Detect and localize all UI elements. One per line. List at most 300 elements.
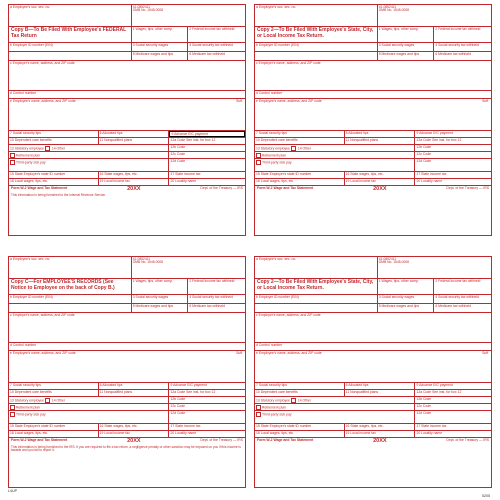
field-label: 6 Medicare tax withheld <box>435 304 471 308</box>
field-label: c Employer's name, address, and ZIP code <box>10 313 75 317</box>
box-12b[interactable] <box>415 397 491 403</box>
box-17[interactable] <box>415 424 491 430</box>
box-20[interactable] <box>169 431 245 437</box>
box-17[interactable] <box>169 424 245 430</box>
field-label: 2 Federal income tax withheld <box>435 279 481 283</box>
thirdparty-box[interactable] <box>9 411 169 423</box>
box-10[interactable] <box>9 390 99 396</box>
row-ein <box>9 295 245 304</box>
box-6[interactable] <box>188 304 245 312</box>
box-18[interactable] <box>255 179 345 185</box>
field-label: b Employer ID number (EIN) <box>10 295 53 299</box>
employer-row <box>255 313 491 343</box>
field-label: a Employee's soc. sec. no. <box>256 5 297 9</box>
box-9[interactable] <box>415 131 491 137</box>
field-label: 5 Medicare wages and tips <box>378 304 420 308</box>
field-label: 20 Locality name <box>170 431 197 435</box>
employee-row <box>255 351 491 383</box>
box-2[interactable] <box>434 279 491 294</box>
statutory-checkbox[interactable] <box>45 146 50 151</box>
row-third-12d <box>9 159 245 172</box>
box-12c[interactable] <box>169 152 245 158</box>
field-label: 1 Wages, tips, other comp. <box>132 27 173 31</box>
box-5[interactable] <box>132 304 189 312</box>
omb-box <box>132 257 245 278</box>
row-18-20 <box>9 179 245 186</box>
title-row <box>9 279 245 295</box>
box-3[interactable] <box>378 295 435 303</box>
thirdparty-box[interactable] <box>255 411 415 423</box>
row-13-12b <box>255 145 491 152</box>
box-8[interactable] <box>345 131 416 137</box>
field-label: 1 Wages, tips, other comp. <box>378 279 419 283</box>
field-label: 12a Code See inst. for box 12 <box>170 138 216 142</box>
field-label: 9 Advance EIC payment <box>416 131 453 135</box>
row-retire-12c <box>9 152 245 159</box>
box-4[interactable] <box>188 295 245 303</box>
field-label: 12b Code <box>416 145 432 149</box>
box-12b[interactable] <box>415 145 491 151</box>
field-label: 12c Code <box>170 404 185 408</box>
box-4[interactable] <box>434 43 491 51</box>
ein-box[interactable] <box>255 43 378 51</box>
statutory-checkbox[interactable] <box>291 398 296 403</box>
box-12d[interactable] <box>169 159 245 171</box>
header-row <box>9 257 245 279</box>
box-18[interactable] <box>255 431 345 437</box>
copy-footer <box>255 438 491 446</box>
ssn-box[interactable] <box>255 257 378 278</box>
retirement-checkbox[interactable] <box>10 405 15 410</box>
field-label: 12a Code See inst. for box 12 <box>170 390 216 394</box>
field-label: 7 Social security tips <box>256 131 287 135</box>
ssn-box[interactable] <box>9 257 132 278</box>
field-label: Retirement plan <box>262 152 286 157</box>
field-label: 9 Advance EIC payment <box>170 383 207 387</box>
box-17[interactable] <box>169 172 245 178</box>
field-label: 15 State Employer's state ID number <box>10 424 66 428</box>
employer-address-box[interactable] <box>9 61 245 90</box>
retirement-checkbox[interactable] <box>10 153 15 158</box>
thirdparty-checkbox[interactable] <box>256 412 261 417</box>
box-12a[interactable] <box>415 390 491 396</box>
box-12a[interactable] <box>169 138 245 144</box>
employee-row <box>255 99 491 131</box>
row-ein <box>9 43 245 52</box>
thirdparty-box[interactable] <box>9 159 169 171</box>
field-label: 15 State Employer's state ID number <box>256 172 312 176</box>
field-label: 12c Code <box>416 404 431 408</box>
row-third-12d <box>9 411 245 424</box>
box-3[interactable] <box>132 295 189 303</box>
dept-label: Dept. of the Treasury — IRS <box>446 186 489 190</box>
box-12c[interactable] <box>415 404 491 410</box>
control-row <box>255 343 491 351</box>
box-19[interactable] <box>99 179 170 185</box>
omb-box <box>378 257 491 278</box>
row-7-9 <box>255 131 491 138</box>
field-label: e Employee's name, address, and ZIP code <box>10 351 76 355</box>
thirdparty-checkbox[interactable] <box>256 160 261 165</box>
box-12d[interactable] <box>415 411 491 423</box>
box-5[interactable] <box>378 52 435 60</box>
box-13-14[interactable] <box>255 145 415 151</box>
employee-address-box[interactable] <box>255 351 491 382</box>
field-label: 8 Allocated tips <box>345 131 369 135</box>
thirdparty-checkbox[interactable] <box>10 412 15 417</box>
box-1[interactable] <box>132 27 189 42</box>
field-label: 13 Statutory employee <box>10 397 44 402</box>
field-label: 7 Social security tips <box>10 131 41 135</box>
control-number-box[interactable] <box>9 343 245 350</box>
row-medicare <box>255 52 491 61</box>
field-label: 16 State wages, tips, etc. <box>99 172 138 176</box>
box-11[interactable] <box>99 138 170 144</box>
omb-box <box>378 5 491 26</box>
field-label: 18 Local wages, tips, etc. <box>10 179 49 183</box>
box-8[interactable] <box>345 383 416 389</box>
employee-address-box[interactable] <box>255 99 491 130</box>
field-label: Retirement plan <box>16 152 40 157</box>
employer-address-box[interactable] <box>255 313 491 342</box>
row-18-20 <box>255 179 491 186</box>
w2-copy-tr <box>254 4 492 236</box>
field-label: 4 Social security tax withheld <box>189 295 233 299</box>
field-label: 11 Nonqualified plans <box>345 390 379 394</box>
row-10-12a <box>9 138 245 145</box>
thirdparty-box[interactable] <box>255 159 415 171</box>
box-7[interactable] <box>9 131 99 137</box>
field-label: 3 Social security wages <box>132 43 169 47</box>
field-label: 6 Medicare tax withheld <box>189 52 225 56</box>
row-15-17 <box>255 172 491 179</box>
field-label: a Employee's soc. sec. no. <box>256 257 297 261</box>
field-label: 5 Medicare wages and tips <box>132 304 174 308</box>
row-medicare <box>9 52 245 61</box>
employer-row <box>9 61 245 91</box>
field-label: 8 Allocated tips <box>99 131 123 135</box>
row-retire-12c <box>255 152 491 159</box>
row-medicare <box>9 304 245 313</box>
box-8[interactable] <box>99 131 170 137</box>
box-10[interactable] <box>255 390 345 396</box>
box-6[interactable] <box>434 304 491 312</box>
header-row <box>255 5 491 27</box>
box-2[interactable] <box>188 279 245 294</box>
box-3[interactable] <box>378 43 435 51</box>
omb-number: OMB No. 1545-0008 <box>132 7 163 12</box>
field-label: 15 State Employer's state ID number <box>256 424 312 428</box>
row-13-12b <box>9 145 245 152</box>
box-15[interactable] <box>9 424 99 430</box>
box-7[interactable] <box>255 383 345 389</box>
field-label: Third-party sick pay <box>262 411 292 416</box>
field-label: 2 Federal income tax withheld <box>189 27 235 31</box>
box-18[interactable] <box>9 431 99 437</box>
field-label: 16 State wages, tips, etc. <box>345 424 384 428</box>
field-label: 20 Locality name <box>416 179 443 183</box>
field-label: 19 Local income tax <box>345 179 376 183</box>
box-13-14[interactable] <box>9 145 169 151</box>
dept-label: Dept. of the Treasury — IRS <box>200 438 243 442</box>
field-label: d Control number <box>10 91 37 95</box>
retirement-box[interactable] <box>9 152 169 158</box>
box-12d[interactable] <box>169 411 245 423</box>
box-20[interactable] <box>415 179 491 185</box>
employer-row <box>255 61 491 91</box>
field-label: 12a Code See inst. for box 12 <box>416 138 462 142</box>
box-10[interactable] <box>9 138 99 144</box>
field-label: 12c Code <box>170 152 185 156</box>
box-12c[interactable] <box>415 152 491 158</box>
field-label: 17 State income tax <box>170 172 201 176</box>
row-ein <box>255 295 491 304</box>
field-label: 18 Local wages, tips, etc. <box>256 179 295 183</box>
row-10-12a <box>255 390 491 397</box>
dept-label: Dept. of the Treasury — IRS <box>200 186 243 190</box>
field-label: 12d Code <box>170 411 186 415</box>
field-label: b Employer ID number (EIN) <box>10 43 53 47</box>
field-label: 8 Allocated tips <box>345 383 369 387</box>
row-7-9 <box>255 383 491 390</box>
box-1[interactable] <box>378 27 435 42</box>
retirement-checkbox[interactable] <box>256 153 261 158</box>
copy-note: This information is being furnished to the Internal Revenue Service. <box>11 192 106 197</box>
retirement-box[interactable] <box>255 152 415 158</box>
row-15-17 <box>255 424 491 431</box>
field-label: 12b Code <box>416 397 432 401</box>
box-12b[interactable] <box>169 145 245 151</box>
box-13-14[interactable] <box>9 397 169 403</box>
field-label: 14 Other <box>297 397 312 402</box>
field-label: 16 State wages, tips, etc. <box>345 172 384 176</box>
ssn-box[interactable] <box>9 5 132 26</box>
form-year: 20XX <box>373 186 387 192</box>
title-row <box>9 27 245 43</box>
field-label: 6 Medicare tax withheld <box>435 52 471 56</box>
row-third-12d <box>255 159 491 172</box>
field-label: 2 Federal income tax withheld <box>435 27 481 31</box>
blank-cell <box>255 52 378 60</box>
box-16[interactable] <box>345 424 416 430</box>
omb-number: OMB No. 1545-0008 <box>378 259 409 264</box>
w2-copy-tl <box>8 4 246 236</box>
box-18[interactable] <box>9 179 99 185</box>
form-year: 20XX <box>127 438 141 444</box>
box-19[interactable] <box>345 431 416 437</box>
row-third-12d <box>255 411 491 424</box>
retirement-box[interactable] <box>9 404 169 410</box>
omb-code: 41-0852411 <box>378 257 397 261</box>
row-15-17 <box>9 424 245 431</box>
blank-cell <box>9 52 132 60</box>
box-5[interactable] <box>378 304 435 312</box>
form-name: Form W-2 Wage and Tax Statement <box>257 438 314 442</box>
field-label: e Employee's name, address, and ZIP code <box>256 351 322 355</box>
field-label: 19 Local income tax <box>99 431 130 435</box>
field-label: 13 Statutory employee <box>256 145 290 150</box>
field-label: d Control number <box>256 343 283 347</box>
suffix-label: Suff. <box>236 99 243 103</box>
employee-row <box>9 99 245 131</box>
left-code: L4UP <box>8 489 17 493</box>
employee-row <box>9 351 245 383</box>
box-1[interactable] <box>378 279 435 294</box>
ein-box[interactable] <box>255 295 378 303</box>
box-5[interactable] <box>132 52 189 60</box>
box-12a[interactable] <box>415 138 491 144</box>
suffix-label: Suff. <box>236 351 243 355</box>
box-7[interactable] <box>9 383 99 389</box>
form-year: 20XX <box>373 438 387 444</box>
box-19[interactable] <box>345 179 416 185</box>
box-4[interactable] <box>434 295 491 303</box>
header-row <box>9 5 245 27</box>
employer-address-box[interactable] <box>255 61 491 90</box>
box-12b[interactable] <box>169 397 245 403</box>
box-15[interactable] <box>9 172 99 178</box>
box-12d[interactable] <box>415 159 491 171</box>
employee-address-box[interactable] <box>9 351 245 382</box>
row-15-17 <box>9 172 245 179</box>
field-label: 17 State income tax <box>416 172 447 176</box>
row-ein <box>255 43 491 52</box>
w2-copy-bl <box>8 256 246 488</box>
field-label: 6 Medicare tax withheld <box>189 304 225 308</box>
control-number-box[interactable] <box>9 91 245 98</box>
box-8[interactable] <box>99 383 170 389</box>
employee-address-box[interactable] <box>9 99 245 130</box>
field-label: 3 Social security wages <box>378 295 415 299</box>
box-1[interactable] <box>132 279 189 294</box>
copy-title-text: Copy C—For EMPLOYEE'S RECORDS (See Notice to Employee on the back of Copy B.) <box>11 279 115 291</box>
field-label: 12b Code <box>170 397 186 401</box>
box-6[interactable] <box>188 52 245 60</box>
box-4[interactable] <box>188 43 245 51</box>
box-15[interactable] <box>255 424 345 430</box>
copy-title-text: Copy 2—To Be Filed With Employee's State, City, or Local Income Tax Return. <box>257 27 374 39</box>
field-label: 11 Nonqualified plans <box>99 390 133 394</box>
field-label: Retirement plan <box>262 404 286 409</box>
box-7[interactable] <box>255 131 345 137</box>
field-label: 7 Social security tips <box>10 383 41 387</box>
field-label: 13 Statutory employee <box>256 397 290 402</box>
field-label: d Control number <box>10 343 37 347</box>
retirement-box[interactable] <box>255 404 415 410</box>
box-16[interactable] <box>99 172 170 178</box>
form-name: Form W-2 Wage and Tax Statement <box>257 186 314 190</box>
box-2[interactable] <box>188 27 245 42</box>
box-15[interactable] <box>255 172 345 178</box>
control-row <box>9 91 245 99</box>
retirement-checkbox[interactable] <box>256 405 261 410</box>
form-year: 20XX <box>127 186 141 192</box>
control-number-box[interactable] <box>255 91 491 98</box>
field-label: 17 State income tax <box>170 424 201 428</box>
box-6[interactable] <box>434 52 491 60</box>
omb-code: 41-0852411 <box>132 5 151 9</box>
ssn-box[interactable] <box>255 5 378 26</box>
row-10-12a <box>9 390 245 397</box>
copy-note: This information is being furnished to the IRS. If you are required to file a tax return, a negligence penalty or other sanction may be imposed on you if this income is taxable and you fail to report it. <box>11 444 241 453</box>
ein-box[interactable] <box>9 295 132 303</box>
row-7-9 <box>9 383 245 390</box>
box-17[interactable] <box>415 172 491 178</box>
box-11[interactable] <box>345 390 416 396</box>
box-2[interactable] <box>434 27 491 42</box>
box-20[interactable] <box>169 179 245 185</box>
field-label: e Employee's name, address, and ZIP code <box>10 99 76 103</box>
header-row <box>255 257 491 279</box>
box-16[interactable] <box>345 172 416 178</box>
employer-address-box[interactable] <box>9 313 245 342</box>
box-10[interactable] <box>255 138 345 144</box>
field-label: 12a Code See inst. for box 12 <box>416 390 462 394</box>
ein-box[interactable] <box>9 43 132 51</box>
box-3[interactable] <box>132 43 189 51</box>
statutory-checkbox[interactable] <box>45 398 50 403</box>
box-9[interactable] <box>169 131 245 137</box>
box-11[interactable] <box>345 138 416 144</box>
box-13-14[interactable] <box>255 397 415 403</box>
thirdparty-checkbox[interactable] <box>10 160 15 165</box>
statutory-checkbox[interactable] <box>291 146 296 151</box>
box-12a[interactable] <box>169 390 245 396</box>
row-18-20 <box>255 431 491 438</box>
field-label: 11 Nonqualified plans <box>99 138 133 142</box>
omb-box <box>132 5 245 26</box>
field-label: 18 Local wages, tips, etc. <box>10 431 49 435</box>
field-label: 1 Wages, tips, other comp. <box>132 279 173 283</box>
row-13-12b <box>9 397 245 404</box>
field-label: c Employer's name, address, and ZIP code <box>256 61 321 65</box>
field-label: 10 Dependent care benefits <box>256 390 298 394</box>
field-label: e Employee's name, address, and ZIP code <box>256 99 322 103</box>
field-label: 12b Code <box>170 145 186 149</box>
box-19[interactable] <box>99 431 170 437</box>
box-12c[interactable] <box>169 404 245 410</box>
field-label: 4 Social security tax withheld <box>435 295 479 299</box>
control-number-box[interactable] <box>255 343 491 350</box>
field-label: Third-party sick pay <box>16 411 46 416</box>
field-label: d Control number <box>256 91 283 95</box>
copy-title <box>255 279 378 294</box>
field-label: Third-party sick pay <box>262 159 292 164</box>
box-9[interactable] <box>169 383 245 389</box>
box-16[interactable] <box>99 424 170 430</box>
box-20[interactable] <box>415 431 491 437</box>
copy-title <box>9 27 132 42</box>
field-label: a Employee's soc. sec. no. <box>10 257 51 261</box>
right-code: 5205 <box>482 494 490 498</box>
title-row <box>255 27 491 43</box>
field-label: 8 Allocated tips <box>99 383 123 387</box>
form-name: Form W-2 Wage and Tax Statement <box>11 186 68 190</box>
omb-code: 41-0852411 <box>132 257 151 261</box>
box-9[interactable] <box>415 383 491 389</box>
omb-code: 41-0852411 <box>378 5 397 9</box>
row-18-20 <box>9 431 245 438</box>
field-label: Retirement plan <box>16 404 40 409</box>
field-label: 20 Locality name <box>416 431 443 435</box>
title-row <box>255 279 491 295</box>
field-label: 2 Federal income tax withheld <box>189 279 235 283</box>
copy-title-text: Copy B—To Be Filed With Employee's FEDERAL Tax Return <box>11 27 127 39</box>
form-name: Form W-2 Wage and Tax Statement <box>11 438 68 442</box>
field-label: 10 Dependent care benefits <box>256 138 298 142</box>
box-11[interactable] <box>99 390 170 396</box>
field-label: 11 Nonqualified plans <box>345 138 379 142</box>
